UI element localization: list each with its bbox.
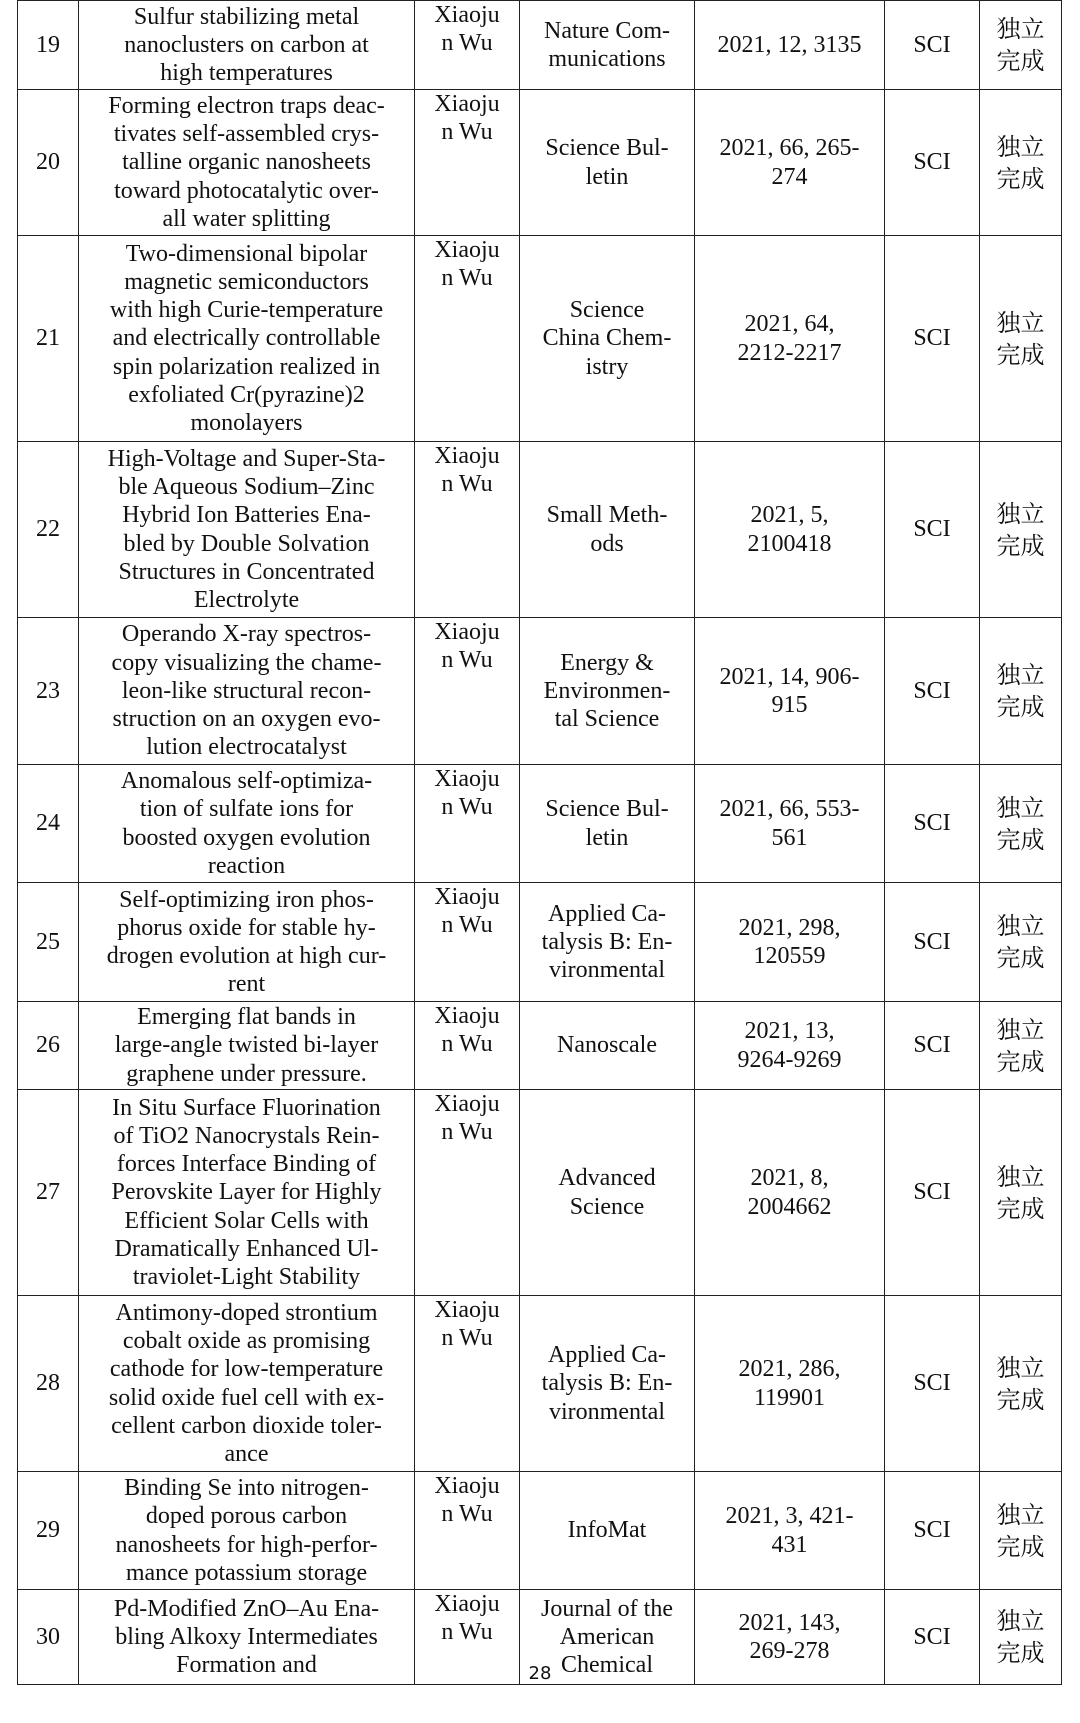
- citation: 2021, 66, 553- 561: [719, 796, 860, 851]
- row-number: 27: [36, 1179, 60, 1206]
- cell-journal-name: [520, 236, 695, 442]
- cell-completion-status: [980, 1296, 1062, 1472]
- author-name: Xiaoju n Wu: [434, 2, 500, 57]
- index-type: SCI: [913, 677, 951, 704]
- cell-completion-status: [980, 618, 1062, 765]
- completion-status: 独立 完成: [996, 661, 1045, 721]
- table-row: [18, 236, 1062, 442]
- paper-title: Self-optimizing iron phos- phorus oxide for stable hy- drogen evolution at high cur- rent: [106, 886, 387, 998]
- citation: 2021, 13, 9264-9269: [737, 1018, 842, 1073]
- cell-citation: [695, 1472, 885, 1590]
- index-type: SCI: [913, 810, 951, 837]
- cell-author-name: [415, 90, 520, 236]
- completion-status: 独立 完成: [996, 1353, 1045, 1414]
- cell-index-type: [885, 1, 980, 90]
- paper-title: High-Voltage and Super-Sta- ble Aqueous Sodium–Zinc Hybrid Ion Batteries Ena- bled by Double Solvation Structures in Concentrated Electrolyte: [107, 445, 386, 613]
- citation: 2021, 5, 2100418: [747, 502, 832, 557]
- cell-row-number: [18, 1, 79, 90]
- table-row: [18, 442, 1062, 618]
- completion-status: 独立 完成: [996, 1015, 1045, 1076]
- cell-index-type: [885, 1472, 980, 1590]
- cell-index-type: [885, 1296, 980, 1472]
- row-number: 25: [36, 928, 60, 955]
- cell-journal-name: [520, 1002, 695, 1090]
- cell-paper-title: [79, 90, 415, 236]
- row-number: 19: [36, 31, 60, 58]
- cell-citation: [695, 1090, 885, 1296]
- cell-row-number: [18, 765, 79, 883]
- cell-index-type: [885, 1090, 980, 1296]
- completion-status: 独立 完成: [996, 499, 1045, 560]
- cell-citation: [695, 90, 885, 236]
- cell-index-type: [885, 1002, 980, 1090]
- journal-name: Science Bul- letin: [545, 796, 669, 851]
- index-type: SCI: [913, 1179, 951, 1206]
- completion-status: 独立 完成: [996, 912, 1045, 972]
- paper-title: Pd-Modified ZnO–Au Ena- bling Alkoxy Intermediates Formation and: [113, 1595, 380, 1679]
- cell-journal-name: [520, 883, 695, 1002]
- cell-index-type: [885, 442, 980, 618]
- cell-citation: [695, 765, 885, 883]
- completion-status: 独立 完成: [996, 1162, 1045, 1223]
- author-name: Xiaoju n Wu: [434, 1003, 500, 1058]
- table-row: [18, 618, 1062, 765]
- table-row: [18, 883, 1062, 1002]
- cell-index-type: [885, 236, 980, 442]
- page-number: 28: [528, 1663, 552, 1684]
- cell-author-name: [415, 1, 520, 90]
- cell-row-number: [18, 1472, 79, 1590]
- cell-completion-status: [980, 442, 1062, 618]
- cell-citation: [695, 1296, 885, 1472]
- cell-paper-title: [79, 1472, 415, 1590]
- citation: 2021, 66, 265- 274: [719, 135, 860, 190]
- citation: 2021, 143, 269-278: [738, 1609, 841, 1664]
- cell-index-type: [885, 90, 980, 236]
- index-type: SCI: [913, 1370, 951, 1397]
- cell-paper-title: [79, 1090, 415, 1296]
- cell-paper-title: [79, 1002, 415, 1090]
- cell-row-number: [18, 883, 79, 1002]
- cell-row-number: [18, 236, 79, 442]
- cell-paper-title: [79, 765, 415, 883]
- index-type: SCI: [913, 31, 951, 58]
- cell-completion-status: [980, 765, 1062, 883]
- paper-title: Antimony-doped strontium cobalt oxide as promising cathode for low-temperature solid oxide fuel cell with ex- cellent carbon dioxide toler- ance: [108, 1299, 385, 1467]
- cell-completion-status: [980, 236, 1062, 442]
- table-row: [18, 765, 1062, 883]
- completion-status: 独立 完成: [996, 15, 1045, 75]
- cell-journal-name: [520, 765, 695, 883]
- index-type: SCI: [913, 1623, 951, 1650]
- paper-title: Forming electron traps deac- tivates self-assembled crys- talline organic nanosheets toward photocatalytic over- all water splitting: [108, 92, 385, 232]
- row-number: 29: [36, 1517, 60, 1544]
- cell-citation: [695, 442, 885, 618]
- cell-row-number: [18, 618, 79, 765]
- journal-name: InfoMat: [567, 1517, 647, 1544]
- journal-name: Applied Ca- talysis B: En- vironmental: [541, 900, 673, 984]
- cell-paper-title: [79, 236, 415, 442]
- cell-journal-name: [520, 1472, 695, 1590]
- cell-completion-status: [980, 1090, 1062, 1296]
- index-type: SCI: [913, 928, 951, 955]
- journal-name: Nature Com- munications: [544, 17, 670, 72]
- cell-citation: [695, 1, 885, 90]
- index-type: SCI: [913, 1517, 951, 1544]
- cell-index-type: [885, 618, 980, 765]
- table-row: [18, 90, 1062, 236]
- cell-paper-title: [79, 442, 415, 618]
- row-number: 21: [36, 325, 60, 352]
- cell-author-name: [415, 1090, 520, 1296]
- cell-journal-name: [520, 442, 695, 618]
- author-name: Xiaoju n Wu: [434, 1473, 500, 1528]
- cell-journal-name: [520, 618, 695, 765]
- cell-citation: [695, 618, 885, 765]
- row-number: 30: [36, 1623, 60, 1650]
- cell-paper-title: [79, 1, 415, 90]
- row-number: 24: [36, 810, 60, 837]
- author-name: Xiaoju n Wu: [434, 1591, 500, 1646]
- paper-title: Two-dimensional bipolar magnetic semiconductors with high Curie-temperature and electrically controllable spin polarization realized in exfoliated Cr(pyrazine)2 monolayers: [109, 240, 384, 436]
- row-number: 23: [36, 677, 60, 704]
- cell-row-number: [18, 442, 79, 618]
- author-name: Xiaoju n Wu: [434, 443, 500, 498]
- journal-name: Small Meth- ods: [546, 502, 668, 557]
- journal-name: Energy & Environmen- tal Science: [543, 649, 671, 733]
- cell-paper-title: [79, 618, 415, 765]
- cell-author-name: [415, 442, 520, 618]
- citation: 2021, 8, 2004662: [747, 1165, 832, 1220]
- completion-status: 独立 完成: [996, 1607, 1045, 1667]
- cell-row-number: [18, 1090, 79, 1296]
- paper-title: Emerging flat bands in large-angle twisted bi-layer graphene under pressure.: [114, 1004, 379, 1087]
- cell-paper-title: [79, 1296, 415, 1472]
- journal-name: Science Bul- letin: [545, 135, 669, 190]
- journal-name: Nanoscale: [557, 1032, 657, 1059]
- cell-completion-status: [980, 1, 1062, 90]
- index-type: SCI: [913, 1032, 951, 1059]
- index-type: SCI: [913, 325, 951, 352]
- journal-name: Science China Chem- istry: [542, 297, 672, 380]
- cell-completion-status: [980, 1002, 1062, 1090]
- index-type: SCI: [913, 516, 951, 543]
- journal-name: Applied Ca- talysis B: En- vironmental: [541, 1342, 673, 1425]
- journal-name: Journal of the American Chemical: [541, 1595, 673, 1679]
- cell-row-number: [18, 1296, 79, 1472]
- completion-status: 独立 完成: [996, 308, 1045, 369]
- citation: 2021, 64, 2212-2217: [737, 311, 842, 366]
- completion-status: 独立 完成: [996, 793, 1045, 854]
- paper-title: Operando X-ray spectros- copy visualizing the chame- leon-like structural recon- struction on an oxygen evo- lution electrocatalyst: [111, 621, 382, 761]
- paper-title: Binding Se into nitrogen- doped porous carbon nanosheets for high-perfor- mance potassium storage: [115, 1475, 378, 1586]
- cell-author-name: [415, 1002, 520, 1090]
- citation: 2021, 14, 906- 915: [719, 663, 860, 718]
- index-type: SCI: [913, 149, 951, 176]
- table-row: [18, 1472, 1062, 1590]
- row-number: 26: [36, 1032, 60, 1059]
- cell-journal-name: [520, 1090, 695, 1296]
- completion-status: 独立 完成: [996, 1500, 1045, 1561]
- author-name: Xiaoju n Wu: [434, 1297, 500, 1352]
- paper-title: Anomalous self-optimiza- tion of sulfate ions for boosted oxygen evolution reaction: [120, 768, 373, 879]
- publications-table: [17, 0, 1062, 1685]
- citation: 2021, 3, 421- 431: [725, 1503, 854, 1558]
- paper-title: Sulfur stabilizing metal nanoclusters on carbon at high temperatures: [124, 3, 369, 87]
- cell-author-name: [415, 883, 520, 1002]
- citation: 2021, 12, 3135: [717, 31, 862, 58]
- cell-journal-name: [520, 1296, 695, 1472]
- cell-index-type: [885, 883, 980, 1002]
- author-name: Xiaoju n Wu: [434, 766, 500, 821]
- author-name: Xiaoju n Wu: [434, 237, 500, 292]
- author-name: Xiaoju n Wu: [434, 91, 500, 146]
- cell-journal-name: [520, 90, 695, 236]
- author-name: Xiaoju n Wu: [434, 619, 500, 674]
- table-row: [18, 1, 1062, 90]
- cell-completion-status: [980, 1472, 1062, 1590]
- citation: 2021, 298, 120559: [738, 914, 841, 969]
- cell-completion-status: [980, 883, 1062, 1002]
- cell-author-name: [415, 236, 520, 442]
- author-name: Xiaoju n Wu: [434, 1091, 500, 1146]
- table-row: [18, 1002, 1062, 1090]
- table-row: [18, 1296, 1062, 1472]
- cell-index-type: [885, 765, 980, 883]
- row-number: 28: [36, 1370, 60, 1397]
- cell-journal-name: [520, 1, 695, 90]
- cell-citation: [695, 236, 885, 442]
- cell-author-name: [415, 1472, 520, 1590]
- table-row: [18, 1090, 1062, 1296]
- citation: 2021, 286, 119901: [738, 1356, 841, 1411]
- cell-author-name: [415, 765, 520, 883]
- completion-status: 独立 完成: [996, 132, 1045, 193]
- cell-paper-title: [79, 883, 415, 1002]
- cell-row-number: [18, 90, 79, 236]
- journal-name: Advanced Science: [558, 1165, 656, 1220]
- cell-citation: [695, 1002, 885, 1090]
- cell-author-name: [415, 618, 520, 765]
- cell-completion-status: [980, 90, 1062, 236]
- row-number: 20: [36, 149, 60, 176]
- publications-table-body: [18, 1, 1062, 1685]
- author-name: Xiaoju n Wu: [434, 884, 500, 939]
- cell-citation: [695, 883, 885, 1002]
- cell-row-number: [18, 1002, 79, 1090]
- row-number: 22: [36, 516, 60, 543]
- cell-author-name: [415, 1296, 520, 1472]
- paper-title: In Situ Surface Fluorination of TiO2 Nanocrystals Rein- forces Interface Binding of Perovskite Layer for Highly Efficient Solar Cells with Dramatically Enhanced Ul- traviolet-Light Stability: [111, 1094, 382, 1290]
